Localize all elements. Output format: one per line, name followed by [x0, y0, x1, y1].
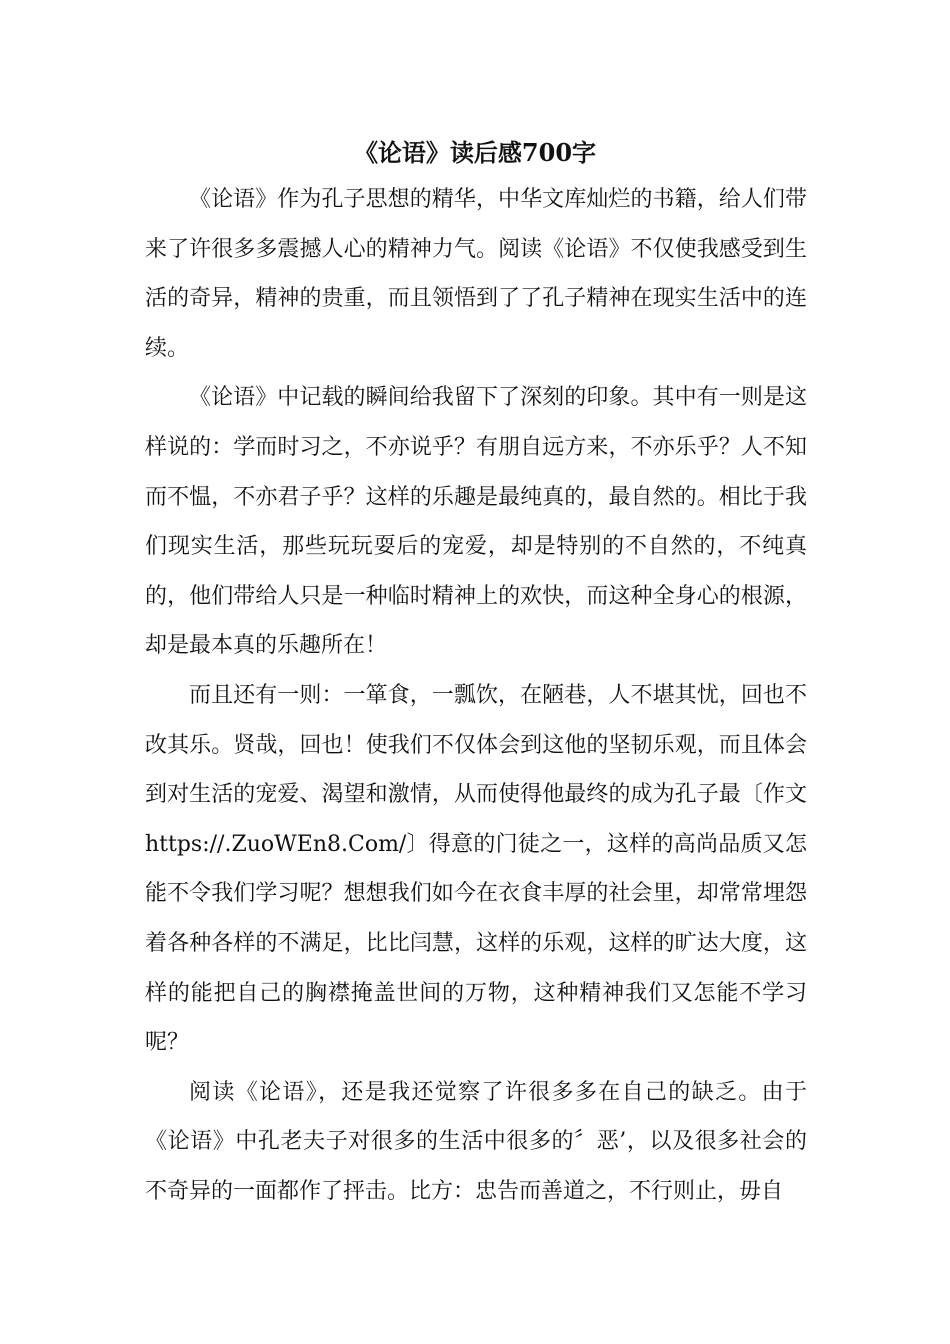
- paragraph-2: 《论语》中记载的瞬间给我留下了深刻的印象。其中有一则是这样说的：学而时习之，不亦说乎？有朋自远方来，不亦乐乎？人不知而不愠，不亦君子乎？这样的乐趣是最纯真的，最自然的。相比于我们现实生活，那些玩玩耍后的宠爱，却是特别的不自然的，不纯真的，他们带给人只是一种临时精神上的欢快，而这种全身心的根源，却是最本真的乐趣所在！: [145, 385, 807, 659]
- paragraph-3: 而且还有一则：一箪食，一瓢饮，在陋巷，人不堪其忧，回也不改其乐。贤哉，回也！使我们不仅体会到这他的坚韧乐观，而且体会到对生活的宠爱、渴望和激情，从而使得他最终的成为孔子最〔作文https://.ZuoWEn8.Com/〕得意的门徒之一，这样的高尚品质又怎能不令我们学习呢？想想我们如今在衣食丰厚的社会里，却常常埋怨着各种各样的不满足，比比闫慧，这样的乐观，这样的旷达大度，这样的能把自己的胸襟掩盖世间的万物，这种精神我们又怎能不学习呢？: [145, 682, 807, 1056]
- paragraph-4: 阅读《论语》，还是我还觉察了许很多多在自己的缺乏。由于《论语》中孔老夫子对很多的生活中很多的〞恶’，以及很多社会的不奇异的一面都作了抨击。比方：忠告而善道之，不行则止，毋自: [145, 1079, 807, 1204]
- document-body: [145, 175, 807, 1216]
- paragraph-1: 《论语》作为孔子思想的精华，中华文库灿烂的书籍，给人们带来了许很多多震撼人心的精神力气。阅读《论语》不仅使我感受到生活的奇异，精神的贵重，而且领悟到了了孔子精神在现实生活中的连续。: [145, 187, 807, 361]
- document-title: 《论语》读后感700字: [353, 138, 597, 167]
